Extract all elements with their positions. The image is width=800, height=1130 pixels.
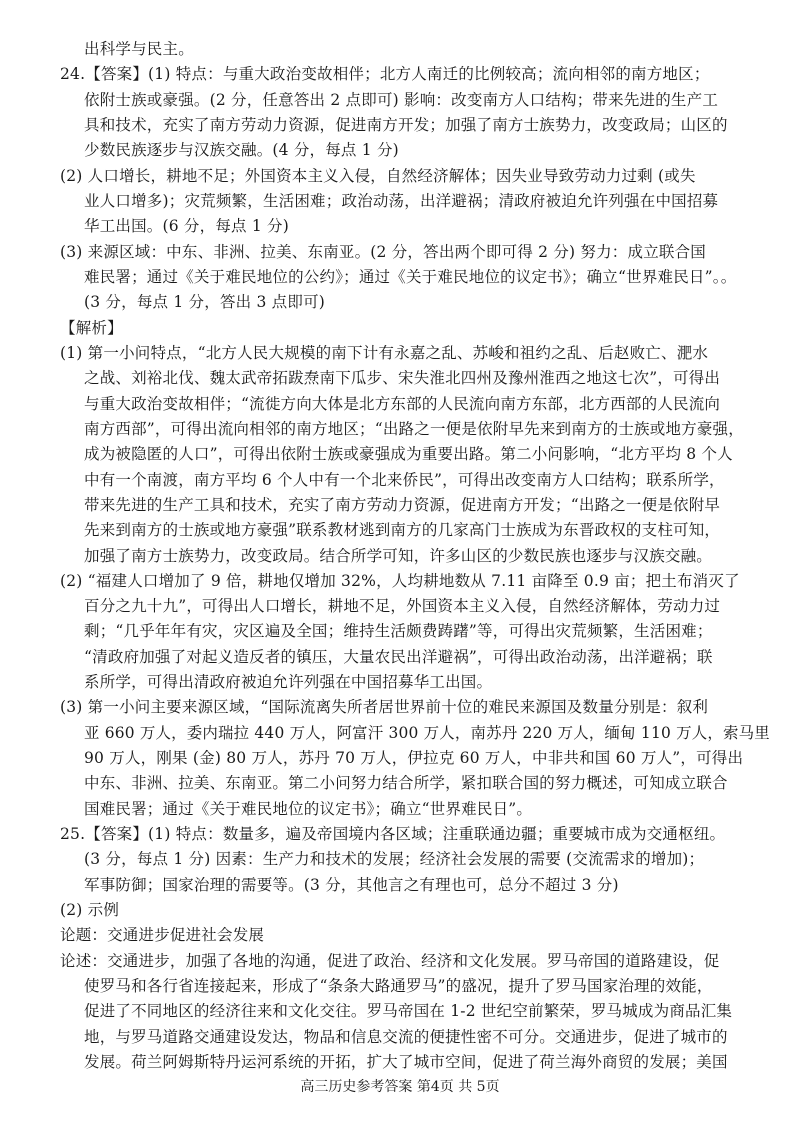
text-line: 使罗马和各行省连接起来，形成了“条条大路通罗马”的盛况，提升了罗马国家治理的效能， — [84, 977, 713, 995]
section-heading: 【解析】 — [60, 319, 123, 337]
text-line: (2) 人口增长，耕地不足；外国资本主义入侵，自然经济解体；因失业导致劳动力过剩 (或失 — [60, 167, 696, 185]
text-line: 与重大政治变故相伴；“流徙方向大体是北方东部的人民流向南方东部，北方西部的人民流向 — [84, 395, 721, 413]
text-line: (2) “福建人口增加了 9 倍，耕地仅增加 32%，人均耕地数从 7.11 亩降至 0.9 亩；把土布消灭了 — [60, 572, 740, 590]
text-line: 系所学，可得出清政府被迫允许列强在中国招募华工出国。 — [84, 673, 493, 691]
text-line: (3) 第一小问主要来源区域，“国际流离失所者居世界前十位的难民来源国及数量分别是：叙利 — [60, 698, 709, 716]
text-line: (1) 第一小问特点，“北方人民大规模的南下计有永嘉之乱、苏峻和祖约之乱、后赵败亡、淝水 — [60, 344, 709, 362]
text-line: 中有一个南渡，南方平均 6 个人中有一个北来侨民”，可得出改变南方人口结构；联系所学， — [84, 471, 725, 489]
text-line: (2) 示例 — [60, 901, 120, 919]
text-line: 之战、刘裕北伐、魏太武帝拓跋焘南下瓜步、宋失淮北四州及豫州淮西之地这七次”，可得出 — [84, 369, 721, 387]
text-line: 难民署；通过《关于难民地位的公约》；通过《关于难民地位的议定书》；确立“世界难民日”。。 — [84, 268, 737, 286]
text-line: 加强了南方士族势力，改变政局。结合所学可知，许多山区的少数民族也逐步与汉族交融。 — [84, 547, 713, 565]
text-line: 25.【答案】(1) 特点：数量多，遍及帝国境内各区域；注重联通边疆；重要城市成为交通枢纽。 — [60, 825, 726, 843]
text-line: 华工出国。(6 分，每点 1 分) — [84, 217, 289, 235]
text-line: 南方西部”，可得出流向相邻的南方地区；“出路之一便是依附早先来到南方的士族或地方豪强， — [84, 420, 744, 438]
text-line: 地，与罗马道路交通建设发达，物品和信息交流的便捷性密不可分。交通进步，促进了城市的 — [84, 1028, 728, 1046]
text-line: “清政府加强了对起义造反者的镇压，大量农民出洋避祸”，可得出政治动荡，出洋避祸；联 — [84, 648, 713, 666]
text-line: (3) 来源区域：中东、非洲、拉美、东南亚。(2 分，答出两个即可得 2 分) 努力：成立联合国 — [60, 243, 707, 261]
text-line: 依附士族或豪强。(2 分，任意答出 2 点即可) 影响：改变南方人口结构；带来先进的生产工 — [84, 91, 719, 109]
text-line: 论述：交通进步，加强了各地的沟通，促进了政治、经济和文化发展。罗马帝国的道路建设，促 — [60, 952, 720, 970]
text-line: 具和技术，充实了南方劳动力资源，促进南方开发；加强了南方士族势力，改变政局；山区的 — [84, 116, 728, 134]
text-line: 军事防御；国家治理的需要等。(3 分，其他言之有理也可，总分不超过 3 分) — [84, 876, 619, 894]
text-line: 成为被隐匿的人口”，可得出依附士族或豪强成为重要出路。第二小问影响，“北方平均 8 个人 — [84, 445, 733, 463]
text-line: 24.【答案】(1) 特点：与重大政治变故相伴；北方人南迁的比例较高；流向相邻的南方地区； — [60, 65, 710, 83]
text-line: 出科学与民主。 — [84, 40, 194, 58]
text-line: 90 万人，刚果 (金) 80 万人，苏丹 70 万人，伊拉克 60 万人，中非共和国 60 万人”，可得出 — [84, 749, 744, 767]
text-line: 百分之九十九”，可得出人口增长，耕地不足，外国资本主义入侵，自然经济解体，劳动力过 — [84, 597, 721, 615]
text-line: 论题：交通进步促进社会发展 — [60, 926, 265, 944]
text-line: 业人口增多)；灾荒频繁，生活困难；政治动荡，出洋避祸；清政府被迫允许列强在中国招募 — [84, 192, 719, 210]
text-line: 先来到南方的士族或地方豪强”联系教材逃到南方的几家高门士族成为东晋政权的支柱可知， — [84, 521, 721, 539]
text-line: 少数民族逐步与汉族交融。(4 分，每点 1 分) — [84, 141, 399, 159]
text-line: 亚 660 万人，委内瑞拉 440 万人，阿富汗 300 万人，南苏丹 220 万人，缅甸 110 万人，索马里 — [84, 724, 770, 742]
text-line: 剩；“几乎年年有灾，灾区遍及全国；维持生活颇费踌躇”等，可得出灾荒频繁，生活困难； — [84, 622, 713, 640]
text-line: 发展。荷兰阿姆斯特丹运河系统的开拓，扩大了城市空间，促进了荷兰海外商贸的发展；美国 — [84, 1053, 728, 1071]
text-line: (3 分，每点 1 分，答出 3 点即可) — [84, 293, 326, 311]
text-line: 促进了不同地区的经济往来和文化交往。罗马帝国在 1-2 世纪空前繁荣，罗马城成为商品汇集 — [84, 1002, 733, 1020]
text-line: 带来先进的生产工具和技术，充实了南方劳动力资源，促进南方开发；“出路之一便是依附早 — [84, 496, 721, 514]
text-line: (3 分，每点 1 分) 因素：生产力和技术的发展；经济社会发展的需要 (交流需求的增加)； — [84, 850, 705, 868]
text-line: 国难民署；通过《关于难民地位的议定书》；确立“世界难民日”。 — [84, 800, 533, 818]
text-line: 中东、非洲、拉美、东南亚。第二小问努力结合所学，紧扣联合国的努力概述，可知成立联合 — [84, 774, 728, 792]
page-footer: 高三历史参考答案 第4页 共 5页 — [300, 1079, 500, 1095]
